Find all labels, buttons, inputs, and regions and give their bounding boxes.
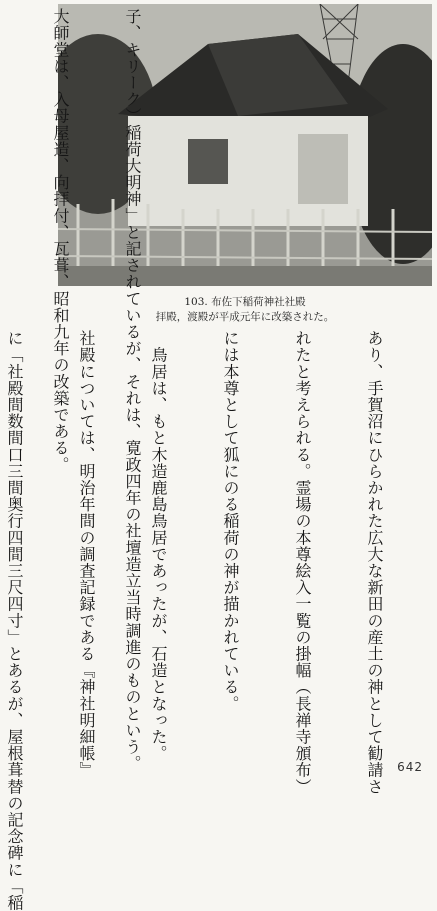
left-text-line: 大師堂は、入母屋造、向拝付、瓦葺、昭和九年の改築である。 (51, 8, 70, 473)
main-text-line: れたと考えられる。霊場の本尊絵入一覧の掛幅（長禅寺頒布） (293, 330, 312, 795)
page-number: 642 (397, 760, 423, 774)
main-text-line: に「社殿間数間口三間奥行四間三尺四寸」とあるが、屋根葺替の記念碑に「稲 (5, 330, 24, 911)
main-text-line: あり、手賀沼にひらかれた広大な新田の産土の神として勧請さ (365, 330, 384, 795)
caption-title: 布佐下稲荷神社社殿 (211, 296, 306, 308)
left-text-line: 子、キリーク）稲荷大明神」と記されているが、それは、寛政四年の社壇造立当時調進のものという。 (123, 8, 142, 772)
caption-subtitle: 拝殿，渡殿が平成元年に改築された。 (155, 311, 335, 323)
main-text-line: 鳥居は、もと木造鹿島鳥居であったが、石造となった。 (149, 330, 168, 762)
caption-number: 103. (184, 296, 208, 308)
main-text-line: 社殿については、明治年間の調査記録である『神社明細帳』 (77, 330, 96, 779)
main-text-line: には本尊として狐にのる稲荷の神が描かれている。 (221, 330, 240, 712)
